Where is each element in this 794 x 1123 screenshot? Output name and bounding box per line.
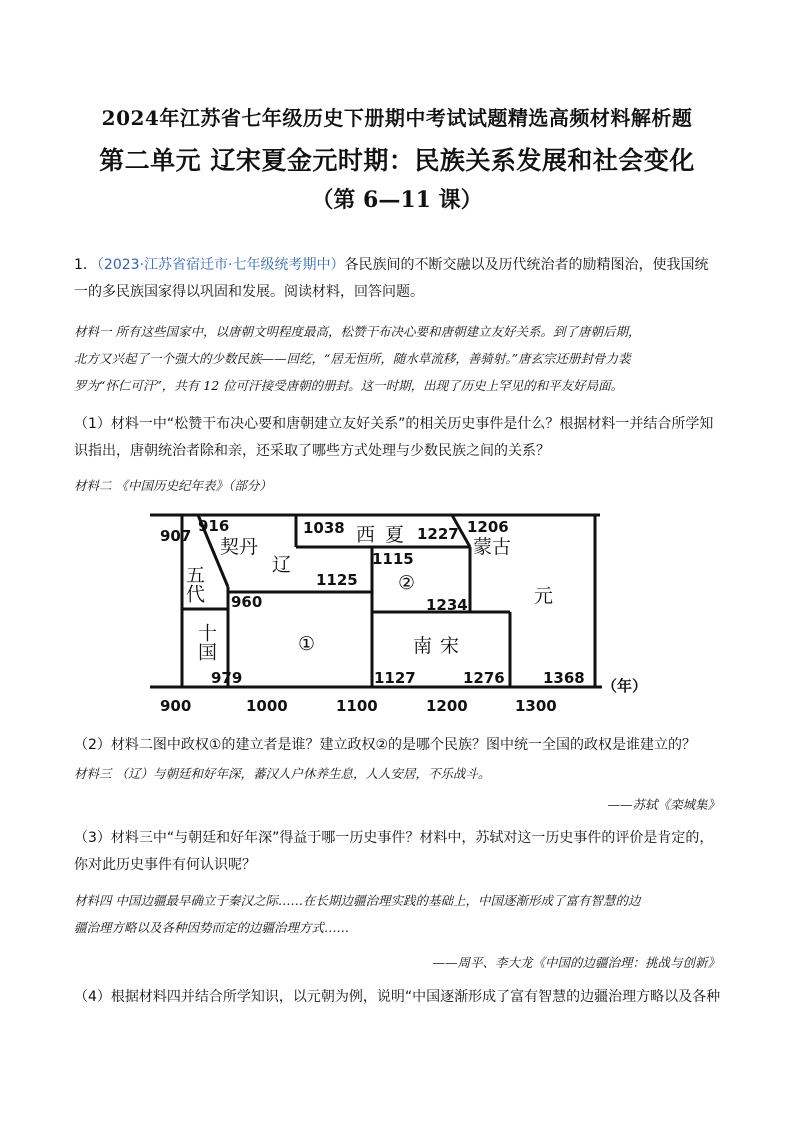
year-label: 1227: [417, 525, 459, 543]
axis-tick: 1100: [336, 697, 378, 715]
year-label: 1125: [316, 571, 358, 589]
sub-question-2: （2）材料二图中政权①的建立者是谁？建立政权②的是哪个民族？图中统一全国的政权是谁建立的？: [74, 737, 697, 753]
year-label: 1127: [374, 669, 416, 687]
year-label: 979: [211, 669, 243, 687]
axis-tick: 900: [160, 697, 192, 715]
year-label: 960: [231, 593, 263, 611]
year-label: 1234: [426, 596, 468, 614]
material-3: 材料三 （辽）与朝廷和好年深，蕃汉人户休养生息，人人安居，不乐战斗。: [74, 766, 491, 781]
question-source: （2023·江苏省宿迁市·七年级统考期中）: [96, 257, 345, 273]
material-4: [74, 887, 724, 941]
sub-question-line: 你对此历史事件有何认识呢？: [74, 857, 256, 873]
region-yuan: 元: [534, 585, 554, 607]
sub-question-4: （4）根据材料四并结合所学知识，以元朝为例，说明“中国逐渐形成了富有智慧的边疆治理方略以及各种: [74, 989, 721, 1005]
year-label: 1115: [372, 550, 414, 568]
material-4-line: 疆治理方略以及各种因势而定的边疆治理方式……: [74, 920, 350, 935]
doc-title: 2024年江苏省七年级历史下册期中考试试题精选高频材料解析题: [101, 106, 693, 130]
region-xixia: 西夏: [356, 524, 415, 546]
sub-question-3: [74, 825, 724, 879]
sub-question-1: [74, 411, 724, 465]
sub-question-line: 识指出，唐朝统治者除和亲，还采取了哪些方式处理与少数民族之间的关系？: [74, 443, 550, 459]
year-label: 1276: [463, 669, 505, 687]
axis-tick: 1200: [426, 697, 468, 715]
question-intro-b: 一的多民族国家得以巩固和发展。阅读材料，回答问题。: [74, 284, 424, 300]
year-label: 1368: [543, 669, 585, 687]
material-1: [74, 318, 724, 399]
year-label: 916: [198, 517, 230, 535]
region-liao: 辽: [272, 554, 292, 576]
unit-title: 第二单元 辽宋夏金元时期：民族关系发展和社会变化: [99, 146, 695, 175]
axis-unit: （年）: [602, 677, 648, 695]
lesson-range: （第 6—11 课）: [311, 187, 483, 213]
sub-question-line: （1）材料一中“松赞干布决心要和唐朝建立友好关系”的相关历史事件是什么？根据材料一并结合所学知: [74, 416, 714, 432]
axis-tick: 1000: [246, 697, 288, 715]
year-label: 1206: [467, 518, 509, 536]
region-1: ①: [298, 633, 316, 655]
chronology-chart: [140, 505, 660, 720]
year-label: 907: [160, 527, 192, 545]
question-number: 1．: [74, 257, 97, 273]
axis-tick: 1300: [515, 697, 557, 715]
region-menggu: 蒙古: [473, 536, 512, 558]
material-2-label: 材料二 《中国历史纪年表》（部分）: [74, 478, 272, 493]
material-1-line: 北方又兴起了一个强大的少数民族——回纥，“居无恒所，随水草流移，善骑射。”唐玄宗还册封骨力裴: [74, 351, 631, 366]
question-1-intro: [74, 252, 724, 306]
material-3-source: ——苏轼《栾城集》: [607, 797, 720, 812]
question-intro-a: 各民族间的不断交融以及历代统治者的励精图治，使我国统: [344, 257, 709, 273]
material-1-line: 罗为“怀仁可汗”，共有 12 位可汗接受唐朝的册封。这一时期，出现了历史上罕见的和平友好局面。: [74, 378, 624, 393]
region-shiguo: 十国: [195, 623, 217, 661]
year-label: 1038: [303, 519, 345, 537]
region-2: ②: [398, 572, 416, 594]
material-4-line: 材料四 中国边疆最早确立于秦汉之际……在长期边疆治理实践的基础上，中国逐渐形成了富有智慧的边: [74, 893, 641, 908]
region-wudai: 五代: [183, 565, 205, 603]
material-4-source: ——周平、李大龙《中国的边疆治理：挑战与创新》: [432, 955, 720, 970]
material-1-line: 材料一 所有这些国家中，以唐朝文明程度最高，松赞干布决心要和唐朝建立友好关系。到了唐朝后期，: [74, 324, 641, 339]
region-qidan: 契丹: [220, 536, 259, 558]
sub-question-line: （3）材料三中“与朝廷和好年深”得益于哪一历史事件？材料中，苏轼对这一历史事件的评价是肯定的，: [74, 830, 714, 846]
region-nansong: 南宋: [413, 635, 468, 657]
